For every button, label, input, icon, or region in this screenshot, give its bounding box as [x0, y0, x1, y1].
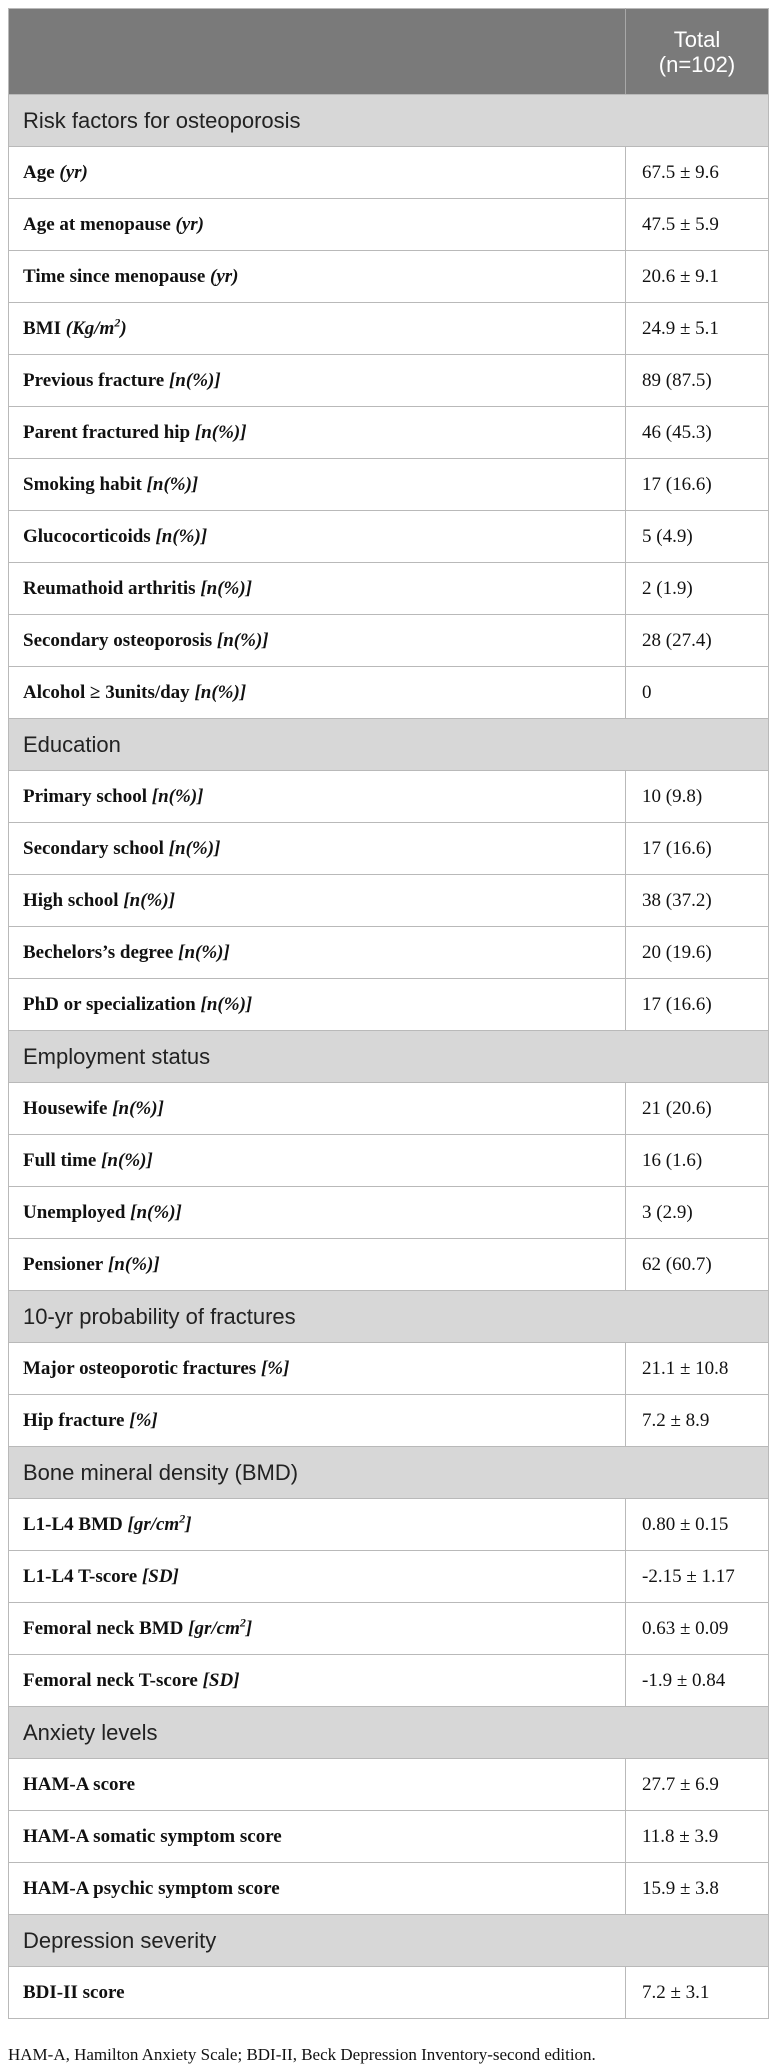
- row-unit: [123, 890, 175, 911]
- row-label-cell: [9, 667, 626, 719]
- row-label: Femoral neck BMD: [23, 1617, 184, 1639]
- row-value: 17 (16.6): [626, 823, 769, 875]
- table-row: [9, 147, 769, 199]
- row-value: 5 (4.9): [626, 511, 769, 563]
- table-row: [9, 875, 769, 927]
- row-unit: [169, 370, 221, 391]
- row-label: Bechelors’s degree: [23, 941, 174, 963]
- row-label-cell: [9, 1187, 626, 1239]
- row-label-cell: [9, 1135, 626, 1187]
- row-label-cell: [9, 199, 626, 251]
- row-label: High school: [23, 889, 119, 911]
- row-label: Major osteoporotic fractures: [23, 1357, 257, 1379]
- row-value: 2 (1.9): [626, 563, 769, 615]
- table-row: [9, 1551, 769, 1603]
- row-unit-text: [gr/cm: [127, 1513, 180, 1535]
- footnote: HAM-A, Hamilton Anxiety Scale; BDI-II, Beck Depression Inventory-second edition.: [8, 2045, 596, 2064]
- section-title: Education: [9, 719, 769, 771]
- row-unit: [261, 1358, 289, 1379]
- section-header-row: [9, 1031, 769, 1083]
- row-unit: [130, 1202, 182, 1223]
- row-label-cell: [9, 1499, 626, 1551]
- row-unit-superscript: 2: [114, 315, 121, 330]
- row-label: Age: [23, 161, 55, 183]
- header-label-cell: [9, 9, 626, 95]
- row-label-cell: [9, 1603, 626, 1655]
- row-unit: [112, 1098, 164, 1119]
- row-label-cell: [9, 355, 626, 407]
- row-unit: [129, 1410, 157, 1431]
- row-unit-text: [n(%)]: [216, 629, 269, 651]
- row-label-cell: [9, 1759, 626, 1811]
- row-unit: [127, 1511, 192, 1535]
- row-value: 20.6 ± 9.1: [626, 251, 769, 303]
- row-value: -2.15 ± 1.17: [626, 1551, 769, 1603]
- row-unit: [59, 162, 87, 183]
- row-value: 7.2 ± 3.1: [626, 1967, 769, 2019]
- row-unit-text: [%]: [129, 1409, 158, 1431]
- row-label: HAM-A score: [23, 1773, 136, 1795]
- row-unit-text: [n(%)]: [151, 785, 204, 807]
- row-label: Full time: [23, 1149, 97, 1171]
- section-header-row: [9, 1291, 769, 1343]
- table-row: [9, 459, 769, 511]
- table-row: [9, 1135, 769, 1187]
- section-header-row: [9, 1447, 769, 1499]
- row-value: 17 (16.6): [626, 979, 769, 1031]
- section-title: 10-yr probability of fractures: [9, 1291, 769, 1343]
- row-label-cell: [9, 1343, 626, 1395]
- row-unit-text: [n(%)]: [101, 1149, 153, 1171]
- row-label-cell: [9, 979, 626, 1031]
- row-unit-text: [n(%)]: [178, 941, 230, 963]
- row-value: 38 (37.2): [626, 875, 769, 927]
- table-row: [9, 251, 769, 303]
- table-row: [9, 1863, 769, 1915]
- row-label-cell: [9, 1395, 626, 1447]
- row-label-cell: [9, 615, 626, 667]
- row-unit-text: [n(%)]: [194, 681, 247, 703]
- row-unit: [108, 1254, 160, 1275]
- table-row: [9, 667, 769, 719]
- section-header-row: [9, 1707, 769, 1759]
- row-label-cell: [9, 823, 626, 875]
- row-value: 62 (60.7): [626, 1239, 769, 1291]
- table-row: [9, 1239, 769, 1291]
- table-row: [9, 1395, 769, 1447]
- row-unit: [101, 1150, 153, 1171]
- table-row: [9, 1499, 769, 1551]
- header-row: [9, 9, 769, 95]
- row-unit: [178, 942, 230, 963]
- characteristics-table: [8, 8, 769, 2019]
- table-row: [9, 1603, 769, 1655]
- row-label: L1-L4 T-score: [23, 1565, 138, 1587]
- row-label-cell: [9, 1551, 626, 1603]
- row-value: 10 (9.8): [626, 771, 769, 823]
- row-unit-text: [n(%)]: [107, 1253, 160, 1275]
- row-value: 7.2 ± 8.9: [626, 1395, 769, 1447]
- row-value: 67.5 ± 9.6: [626, 147, 769, 199]
- row-unit-text: [%]: [260, 1357, 290, 1379]
- row-label: Parent fractured hip: [23, 421, 191, 443]
- row-value: 15.9 ± 3.8: [626, 1863, 769, 1915]
- table-row: [9, 823, 769, 875]
- row-label-cell: [9, 771, 626, 823]
- section-title: Anxiety levels: [9, 1707, 769, 1759]
- row-unit-text: [n(%)]: [146, 473, 199, 495]
- row-value: 24.9 ± 5.1: [626, 303, 769, 355]
- row-label: PhD or specialization: [23, 993, 196, 1015]
- table-row: [9, 1811, 769, 1863]
- table-row: [9, 511, 769, 563]
- row-unit-text: [n(%)]: [200, 577, 253, 599]
- row-label: Secondary osteoporosis: [23, 629, 213, 651]
- row-label: Secondary school: [23, 837, 164, 859]
- table-row: [9, 927, 769, 979]
- section-title: Employment status: [9, 1031, 769, 1083]
- row-label: Previous fracture: [23, 369, 165, 391]
- row-label: Age at menopause: [23, 213, 171, 235]
- row-unit-text: [n(%)]: [112, 1097, 164, 1119]
- row-unit-text: [n(%)]: [194, 421, 247, 443]
- row-value: 20 (19.6): [626, 927, 769, 979]
- row-unit: [210, 266, 238, 287]
- table-row: [9, 1187, 769, 1239]
- row-value: 0.63 ± 0.09: [626, 1603, 769, 1655]
- row-label-cell: [9, 147, 626, 199]
- row-unit: [155, 526, 207, 547]
- row-unit-text: [gr/cm: [188, 1617, 240, 1639]
- table-row: [9, 615, 769, 667]
- row-unit: [195, 422, 247, 443]
- row-label: Smoking habit: [23, 473, 142, 495]
- row-unit: [200, 578, 252, 599]
- header-total-cell: [626, 9, 769, 95]
- row-unit-end: ): [120, 317, 127, 339]
- row-unit-text: (yr): [210, 265, 239, 287]
- row-label-cell: [9, 1083, 626, 1135]
- row-unit: [65, 315, 127, 339]
- section-header-row: [9, 719, 769, 771]
- row-unit-text: [n(%)]: [168, 837, 221, 859]
- row-value: -1.9 ± 0.84: [626, 1655, 769, 1707]
- row-unit-text: [n(%)]: [130, 1201, 182, 1223]
- row-label: Femoral neck T-score: [23, 1669, 198, 1691]
- table-row: [9, 979, 769, 1031]
- row-unit-end: ]: [245, 1617, 253, 1639]
- row-label-cell: [9, 1863, 626, 1915]
- row-unit: [201, 994, 253, 1015]
- row-unit: [176, 214, 204, 235]
- row-unit-text: [SD]: [141, 1565, 179, 1587]
- row-label-cell: [9, 875, 626, 927]
- row-label-cell: [9, 511, 626, 563]
- section-title: Depression severity: [9, 1915, 769, 1967]
- row-unit-text: (yr): [59, 161, 88, 183]
- table-row: [9, 563, 769, 615]
- row-label-cell: [9, 1811, 626, 1863]
- row-unit: [142, 1566, 179, 1587]
- row-unit: [188, 1615, 253, 1639]
- row-value: 0: [626, 667, 769, 719]
- row-unit-text: [SD]: [202, 1669, 240, 1691]
- row-unit: [169, 838, 221, 859]
- row-label-cell: [9, 407, 626, 459]
- row-value: 27.7 ± 6.9: [626, 1759, 769, 1811]
- row-unit: [194, 682, 246, 703]
- section-title: Bone mineral density (BMD): [9, 1447, 769, 1499]
- row-label: BDI-II score: [23, 1981, 125, 2003]
- row-label: HAM-A psychic symptom score: [23, 1877, 280, 1899]
- row-label-cell: [9, 563, 626, 615]
- row-unit-text: (Kg/m: [65, 317, 115, 339]
- row-label: L1-L4 BMD: [23, 1513, 123, 1535]
- table-row: [9, 303, 769, 355]
- row-unit: [147, 474, 199, 495]
- section-title: Risk factors for osteoporosis: [9, 95, 769, 147]
- row-label: Pensioner: [23, 1253, 104, 1275]
- row-label: Housewife: [23, 1097, 108, 1119]
- row-value: 47.5 ± 5.9: [626, 199, 769, 251]
- row-value: 3 (2.9): [626, 1187, 769, 1239]
- row-unit: [203, 1670, 240, 1691]
- row-unit-superscript: 2: [239, 1615, 246, 1630]
- row-unit-text: (yr): [175, 213, 205, 235]
- table-row: [9, 1759, 769, 1811]
- row-value: 28 (27.4): [626, 615, 769, 667]
- table-row: [9, 199, 769, 251]
- row-label: Reumathoid arthritis: [23, 577, 196, 599]
- section-header-row: [9, 1915, 769, 1967]
- row-label: Glucocorticoids: [23, 525, 151, 547]
- table-row: [9, 1655, 769, 1707]
- row-unit-text: [n(%)]: [123, 889, 176, 911]
- row-label: Primary school: [23, 785, 148, 807]
- row-label-cell: [9, 1967, 626, 2019]
- table-row: [9, 407, 769, 459]
- row-label-cell: [9, 459, 626, 511]
- table-row: [9, 355, 769, 407]
- row-value: 17 (16.6): [626, 459, 769, 511]
- row-value: 21.1 ± 10.8: [626, 1343, 769, 1395]
- table-row: [9, 771, 769, 823]
- table-row: [9, 1343, 769, 1395]
- table-row: [9, 1083, 769, 1135]
- row-value: 11.8 ± 3.9: [626, 1811, 769, 1863]
- section-header-row: [9, 95, 769, 147]
- row-label-cell: [9, 1655, 626, 1707]
- table-row: [9, 1967, 769, 2019]
- row-label-cell: [9, 927, 626, 979]
- table-container: [8, 8, 768, 2019]
- header-total-label: Total: [673, 26, 721, 52]
- row-label-cell: [9, 251, 626, 303]
- row-label: Unemployed: [23, 1201, 126, 1223]
- row-unit: [217, 630, 269, 651]
- row-unit-text: [n(%)]: [155, 525, 208, 547]
- row-label: Time since menopause: [23, 265, 206, 287]
- header-total-n: (n=102): [658, 51, 736, 77]
- row-label: BMI: [23, 317, 61, 339]
- row-label-cell: [9, 303, 626, 355]
- row-unit-text: [n(%)]: [168, 369, 221, 391]
- row-value: 16 (1.6): [626, 1135, 769, 1187]
- row-value: 21 (20.6): [626, 1083, 769, 1135]
- row-label: Hip fracture: [23, 1409, 125, 1431]
- row-unit-superscript: 2: [179, 1511, 186, 1526]
- row-unit-end: ]: [185, 1513, 192, 1535]
- row-value: 46 (45.3): [626, 407, 769, 459]
- row-label: Alcohol ≥ 3units/day: [23, 681, 190, 703]
- row-unit: [152, 786, 204, 807]
- row-label: HAM-A somatic symptom score: [23, 1825, 282, 1847]
- row-unit-text: [n(%)]: [200, 993, 253, 1015]
- row-value: 0.80 ± 0.15: [626, 1499, 769, 1551]
- row-value: 89 (87.5): [626, 355, 769, 407]
- row-label-cell: [9, 1239, 626, 1291]
